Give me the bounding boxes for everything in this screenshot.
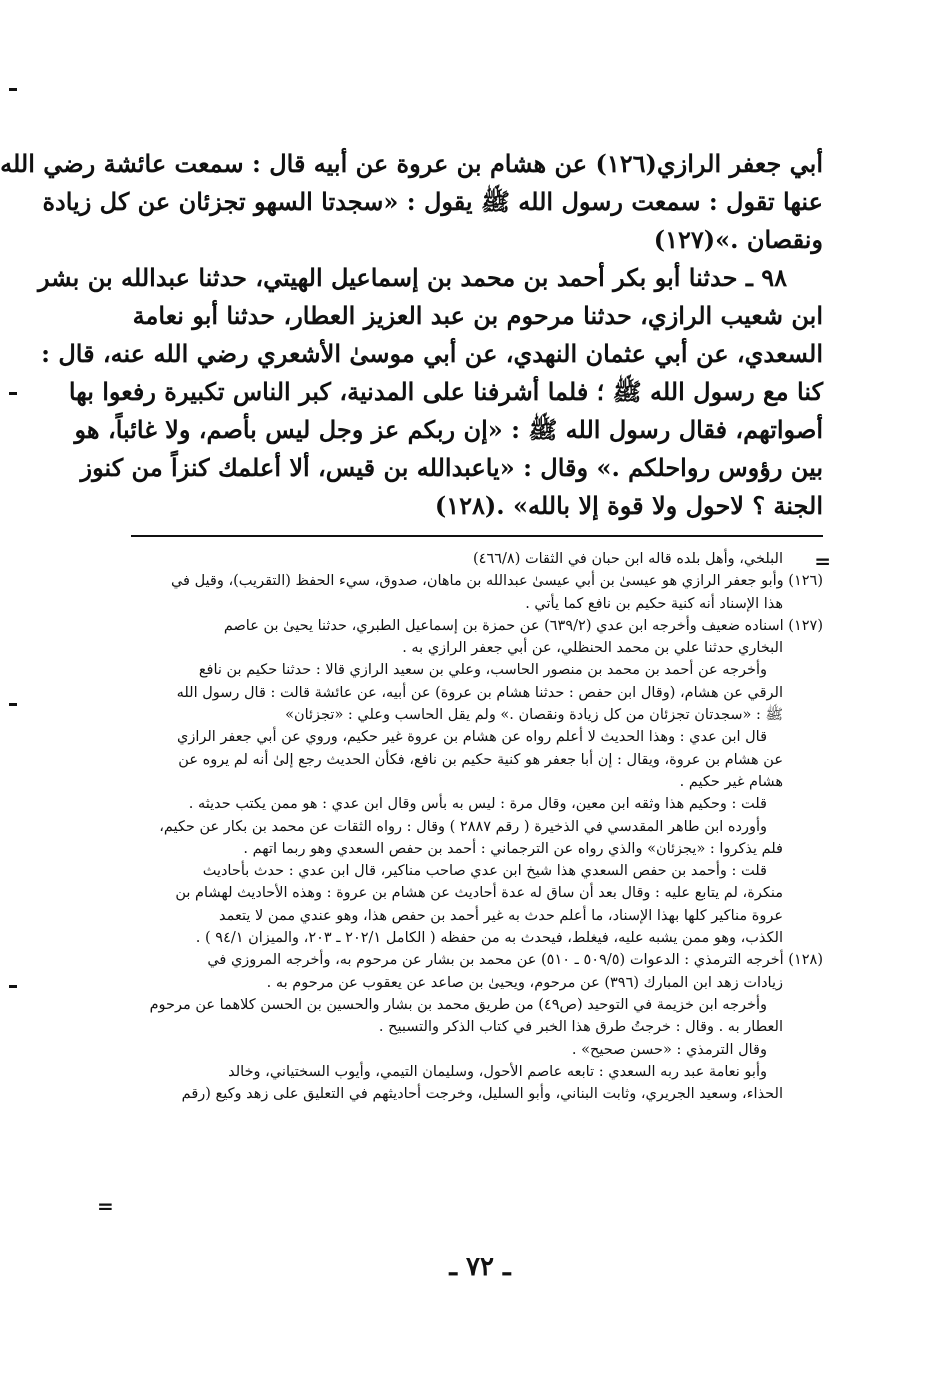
footnote-line: البلخي، وأهل بلده قاله ابن حبان في الثقات (٤٦٦/٨) [473,551,783,567]
footnote-line: هذا الإسناد أنه كنية حكيم بن نافع كما يأتي . [525,595,783,612]
main-text-line: الجنة ؟ لاحول ولا قوة إلا بالله» .(١٢٨) [434,491,823,520]
footnote-line: البخاري حدثنا علي بن محمد الحنظلي، عن أبي جعفر الرازي به . [402,640,783,657]
footnote-line: وأورده ابن طاهر المقدسي في الذخيرة ( رقم ٢٨٨٧ ) وقال : رواه الثقات عن محمد بن بكار عن حكيم، [159,818,767,835]
margin-mark [9,985,17,988]
footnote-line: الكذب، وهو ممن يشبه عليه، فيغلط، فيحدث به من حفظه ( الكامل ٢٠٢/١ ـ ٢٠٣، والميزان ٩٤/١ ) . [195,930,783,947]
footnote-line: قلت : وأحمد بن حفص السعدي هذا شيخ ابن عدي صاحب مناكير، قال ابن عدي : حدث بأحاديث [202,863,767,880]
footnote-line: منكرة، لم يتابع عليه : وقال بعد أن ساق له عدة أحاديث عن هشام بن عروة : وهذه الأحاديث لهشام بن [175,885,783,902]
margin-mark [9,703,17,706]
footnote-line: عروة مناكير كلها بهذا الإسناد، ما أعلم حدث به غير أحمد بن حفص هذا، وهو عندي ممن لا يتعمد [219,907,783,924]
footnote-line: عن هشام بن عروة، ويقال : إن أبا جعفر هو كنية حكيم بن نافع، فكأن الحديث رجع إلىٰ أنه لم يروه عن [178,751,783,768]
footnote-line: قال ابن عدي : وهذا الحديث لا أعلم رواه عن هشام بن عروة غير حكيم، وروي عن أبي جعفر الرازي [176,729,767,746]
main-text-line: عنها تقول : سمعت رسول الله ﷺ يقول : «سجدتا السهو تجزئان عن كل زيادة [42,187,823,216]
footnotes [131,548,823,1105]
footnote-line: وأخرجه ابن خزيمة في التوحيد (ص٤٩) من طريق محمد بن بشار والحسين بن الحسن كلاهما عن مرحوم [149,996,767,1013]
footnote-line: وقال الترمذي : «حسن صحيح» . [571,1041,767,1058]
margin-mark [9,88,17,91]
main-text-line: بين رؤوس رواحلكم .» وقال : «ياعبدالله بن قيس، ألا أعلمك كنزاً من كنوز [80,453,823,482]
main-text-line: أصواتهم، فقال رسول الله ﷺ : «إن ربكم عز وجل ليس بأصم، ولا غائباً، هو [74,415,823,444]
continuation-mark-top: = [814,549,831,573]
footnote-line: الرقي عن هشام، (وقال ابن حفص : حدثنا هشام بن عروة) عن أبيه، عن عائشة قالت : قال رسول الله [176,684,783,701]
footnote-line: وأخرجه عن أحمد بن محمد بن منصور الحاسب، وعلي بن سعيد الرازي قالا : حدثنا حكيم بن نافع [198,662,767,679]
main-text-line: السعدي، عن أبي عثمان النهدي، عن أبي موسىٰ الأشعري رضي الله عنه، قال : [41,339,823,368]
footnote-line: ﷺ : «سجدتان تجزئان من كل زيادة ونقصان .» ولم يقل الحاسب وعلي : «تجزئان» [285,707,783,724]
footnote-line: هشام غير حكيم . [679,773,783,790]
main-text-line: ٩٨ ـ حدثنا أبو بكر أحمد بن محمد بن إسماعيل الهيتي، حدثنا عبدالله بن بشر [38,263,787,292]
main-text-line: كنا مع رسول الله ﷺ ؛ فلما أشرفنا على المدنية، كبر الناس تكبيرة رفعوا بها [68,377,823,406]
margin-mark [9,392,17,395]
main-text-line: ونقصان .»(١٢٧) [653,225,823,254]
footnote-line: العطار به . وقال : خرجتُ طرق هذا الخبر في كتاب الذكر والتسبيح . [378,1019,783,1036]
footnote-line: الحذاء، وسعيد الجريري، وثابت البناني، وأبو السليل، وخرجت أحاديثهم في التعليق على زهد وكيع (رقم [181,1086,783,1103]
footnote-line: (١٢٨) أخرجه الترمذي : الدعوات (٥٠٩/٥ ـ ٥١٠) عن محمد بن بشار عن مرحوم به، وأخرجه المروزي في [207,952,823,969]
footnote-line: (١٢٦) وأبو جعفر الرازي هو عيسىٰ بن أبي عيسىٰ عبدالله بن ماهان، صدوق، سيء الحفظ (التقريب)، وقيل في [170,573,823,590]
footnote-line: فلم يذكروا : «يجزئان» والذي رواه عن الترجماني : أحمد بن حفص السعدي وهو ربما اتهم . [243,840,783,857]
footnote-line: وأبو نعامة عبد ربه السعدي : تابعه عاصم الأحول، وسليمان التيمي، وأيوب السختياني، وخالد [228,1063,767,1080]
continuation-mark-bottom: = [97,1194,114,1218]
main-text-line: أبي جعفر الرازي(١٢٦) عن هشام بن عروة عن أبيه قال : سمعت عائشة رضي الله [0,149,823,178]
page-number: ـ ٧٢ ـ [449,1252,511,1282]
footnote-line: قلت : وحكيم هذا وثقه ابن معين، وقال مرة : ليس به بأس وقال ابن عدي : هو ممن يكتب حديثه . [188,796,767,813]
footnote-separator [131,535,823,537]
footnote-line: زيادات زهد ابن المبارك (٣٩٦) عن مرحوم، ويحيىٰ بن صاعد عن يعقوب عن مرحوم به . [266,974,783,991]
footnote-line: (١٢٧) اسناده ضعيف وأخرجه ابن عدي (٦٣٩/٢) عن حمزة بن إسماعيل الطبري، حدثنا يحيىٰ بن عاصم [223,617,823,634]
main-text [0,145,823,525]
main-text-line: ابن شعيب الرازي، حدثنا مرحوم بن عبد العزيز العطار، حدثنا أبو نعامة [132,301,823,330]
